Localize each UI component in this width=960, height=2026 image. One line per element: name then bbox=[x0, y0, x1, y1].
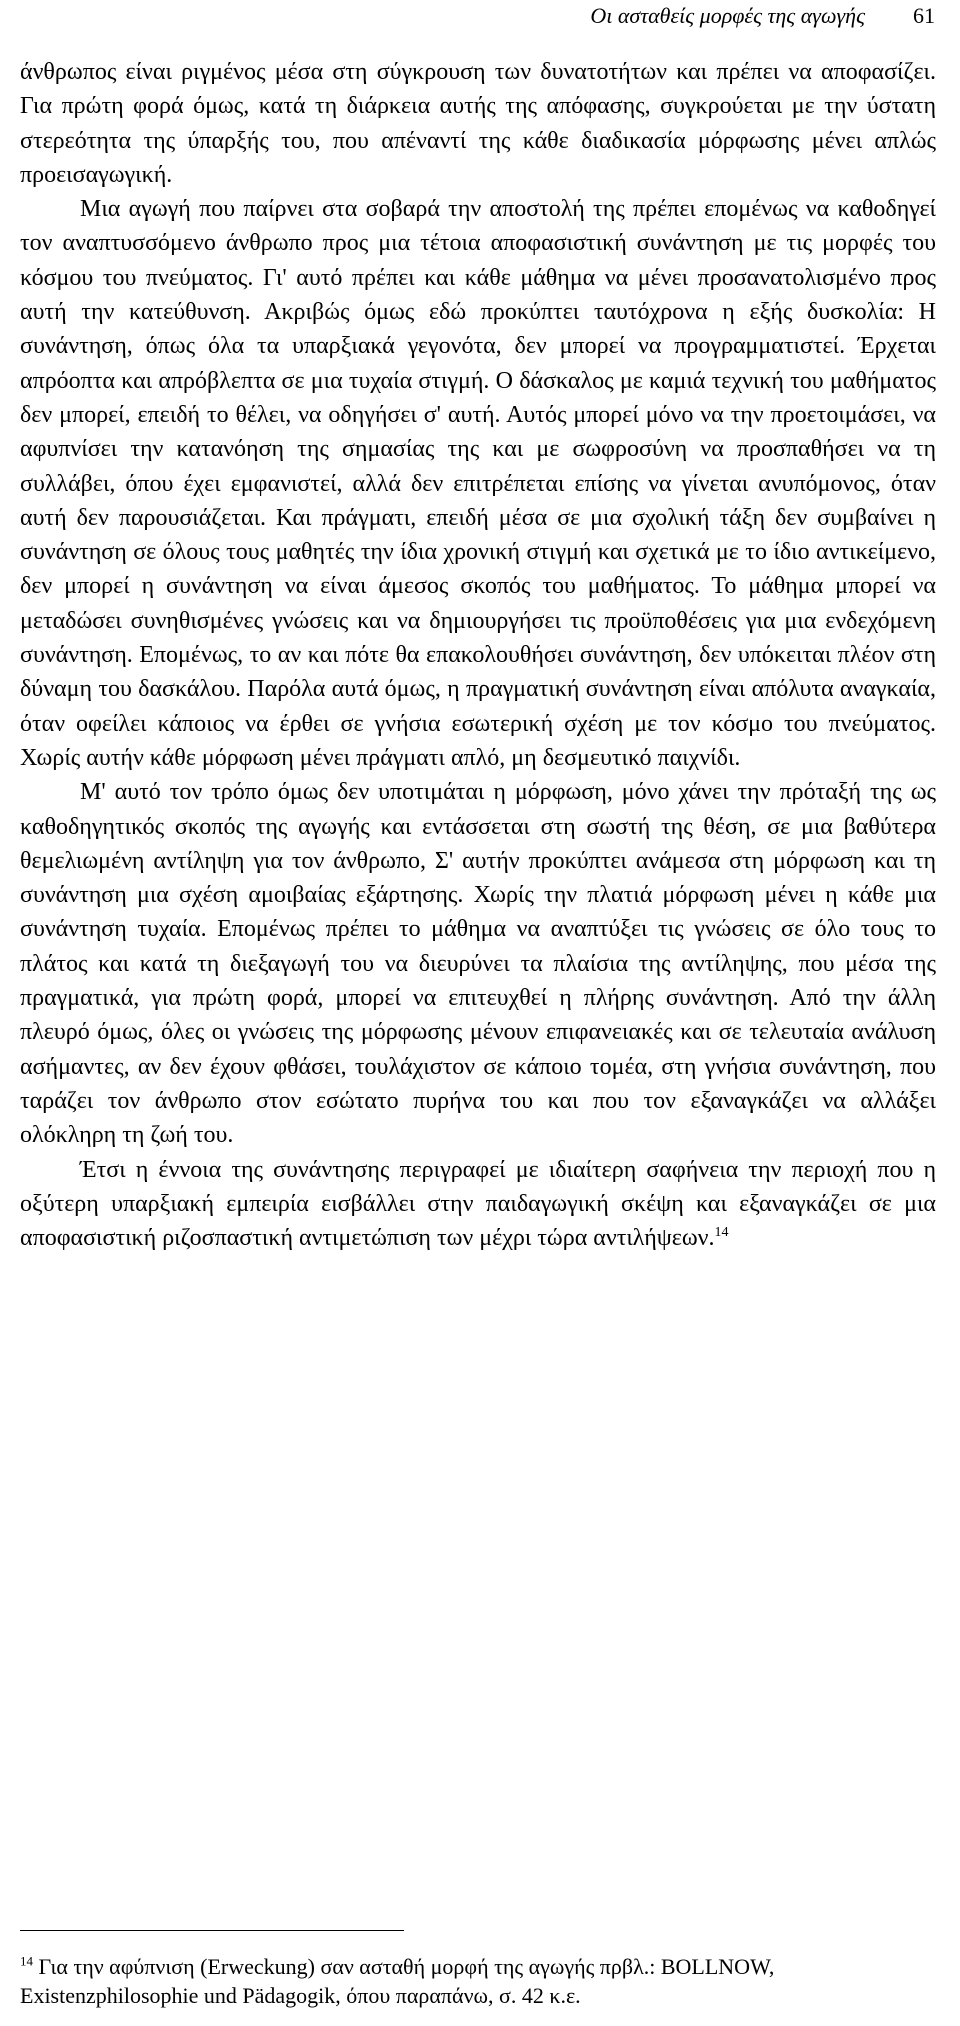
paragraph-continuation: άνθρωπος είναι ριγμένος μέσα στη σύγκρουση των δυνατοτήτων και πρέπει να αποφασίζει. Για πρώτη φορά όμως, κατά τη διάρκεια αυτής της απόφασης, συγκρούεται με την ύστατη στερεότητα της ύπαρξής του, που απέναντί της κάθε διαδικασία μόρφωσης μένει απλώς προεισαγωγική. bbox=[20, 59, 936, 188]
footnote bbox=[20, 1952, 936, 2010]
footnote-divider bbox=[20, 1930, 404, 1931]
paragraph-text: Έτσι η έννοια της συνάντησης περιγραφεί με ιδιαίτερη σαφήνεια την περιοχή που η οξύτερη υπαρξιακή εμπειρία εισβάλλει στην παιδαγωγική σκέψη και εξαναγκάζει σε μια αποφασιστική ριζοσπαστική αντιμετώπιση των μέχρι τώρα αντιλήψεων. bbox=[20, 1156, 936, 1252]
running-head bbox=[0, 4, 935, 28]
page-number: 61 bbox=[913, 3, 935, 28]
paragraph: Μια αγωγή που παίρνει στα σοβαρά την αποστολή της πρέπει επομένως να καθοδηγεί τον αναπτυσσόμενο άνθρωπο προς μια τέτοια αποφασιστική συνάντηση με τις μορφές του κόσμου του πνεύματος. Γι' αυτό πρέπει και κάθε μάθημα να μένει προσανατολισμένο προς αυτή την κατεύθυνση. Ακριβώς όμως εδώ προκύπτει ταυτόχρονα η εξής δυσκολία: Η συνάντηση, όπως όλα τα υπαρξιακά γεγονότα, δεν μπορεί να προγραμματιστεί. Έρχεται απρόοπτα και απρόβλεπτα σε μια τυχαία στιγμή. Ο δάσκαλος με καμιά τεχνική του μαθήματος δεν μπορεί, επειδή το θέλει, να οδηγήσει σ' αυτή. Αυτός μπορεί μόνο να την προετοιμάσει, να αφυπνίσει την κατανόηση της σημασίας της και με σωφροσύνη να προσπαθήσει να τη συλλάβει, όπου έχει εμφανιστεί, αλλά δεν επιτρέπεται επίσης να γίνεται ανυπόμονος, όταν αυτή δεν παρουσιάζεται. Και πράγματι, επειδή μέσα σε μια σχολική τάξη δεν συμβαίνει η συνάντηση σε όλους τους μαθητές την ίδια χρονική στιγμή και σχετικά με το ίδιο αντικείμενο, δεν μπορεί η συνάντηση να είναι άμεσος σκοπός του μαθήματος. Το μάθημα μπορεί να μεταδώσει συνηθισμένες γνώσεις και να δημιουργήσει τις προϋποθέσεις για μια ενδεχόμενη συνάντηση. Επομένως, το αν και πότε θα επακολουθήσει συνάντηση, δεν υπόκειται πλέον στη δύναμη του δασκάλου. Παρόλα αυτά όμως, η πραγματική συνάντηση είναι απόλυτα αναγκαία, όταν οφείλει κάποιος να έρθει σε γνήσια εσωτερική σχέση με τον κόσμο του πνεύματος. Χωρίς αυτήν κάθε μόρφωση μένει πράγματι απλό, μη δεσμευτικό παιχνίδι. bbox=[20, 196, 936, 771]
footnote-reference[interactable]: 14 bbox=[714, 1225, 729, 1241]
footnote-number: 14 bbox=[20, 1953, 33, 1969]
paragraph-final bbox=[20, 1153, 936, 1256]
paragraph: Μ' αυτό τον τρόπο όμως δεν υποτιμάται η μόρφωση, μόνο χάνει την πρόταξή της ως καθοδηγητικός σκοπός της αγωγής και εντάσσεται στη σωστή της θέση, σε μια βαθύτερα θεμελιωμένη αντίληψη για τον άνθρωπο, Σ' αυτήν προκύπτει ανάμεσα στη μόρφωση και τη συνάντηση μια σχέση αμοιβαίας εξάρτησης. Χωρίς την πλατιά μόρφωση μένει η κάθε μια συνάντηση τυχαία. Επομένως πρέπει το μάθημα να αναπτύξει τις γνώσεις σε όλο τους το πλάτος και κατά τη διεξαγωγή του να διευρύνει τα πλαίσια της αντίληψης, που μέσα της πραγματικά, για πρώτη φορά, μπορεί να επιτευχθεί η πλήρης συνάντηση. Από την άλλη πλευρό όμως, όλες οι γνώσεις της μόρφωσης μένουν επιφανειακές και σε τελευταία ανάλυση ασήμαντες, αν δεν έχουν φθάσει, τουλάχιστον σε κάποιο τομέα, στη γνήσια συνάντηση, που ταράζει τον άνθρωπο στον εσώτατο πυρήνα του και που τον εξαναγκάζει να αλλάξει ολόκληρη τη ζωή του. bbox=[20, 779, 936, 1149]
chapter-title: Οι ασταθείς μορφές της αγωγής bbox=[590, 3, 865, 28]
body-text bbox=[20, 55, 936, 1255]
footnote-text: Για την αφύπνιση (Erweckung) σαν ασταθή μορφή της αγωγής πρβλ.: BOLLNOW, Existenzphilosophie und Pädagogik, όπου παραπάνω, σ. 42 κ.ε. bbox=[20, 1954, 775, 2008]
